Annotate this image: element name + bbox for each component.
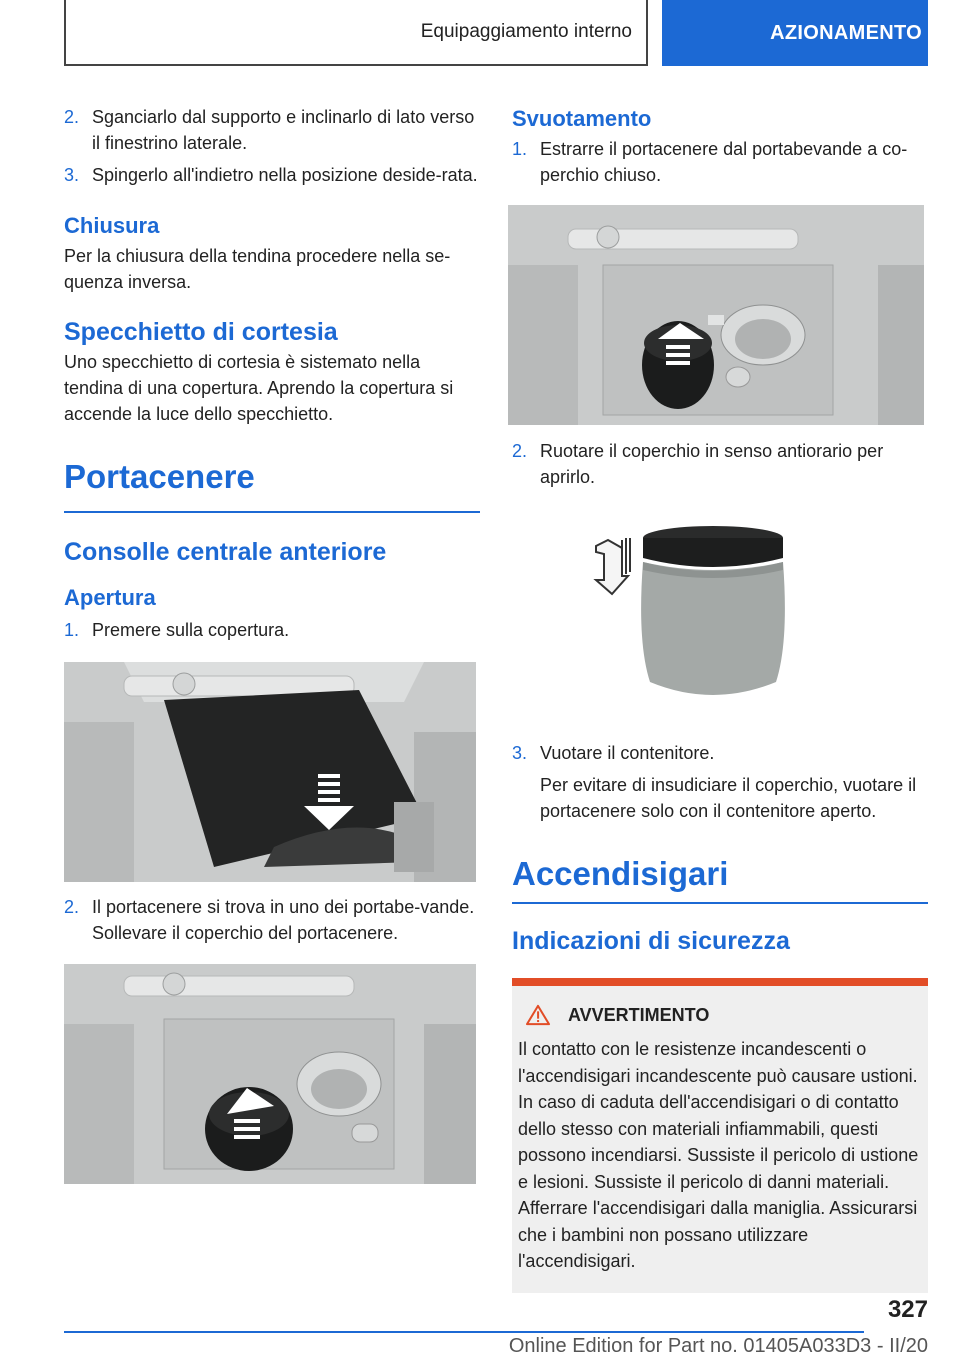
- step-text: Ruotare il coperchio in senso antiorario per aprirlo.: [540, 441, 884, 487]
- warning-text: Il contatto con le resistenze incandescenti o l'accendisigari incandescente può causare ustioni. In caso di caduta dell'accendisigari o di contatto dello stesso con materiali infiammabili, questi possono incendiarsi. Sussiste il pericolo di ustione e lesioni. Sussiste il pericolo di danni materiali. Afferrare l'accendisigari dalla maniglia. Assicurarsi che i bambini non possano utilizzare l'accendisigari.: [518, 1039, 919, 1271]
- heading-consolle: Consolle centrale anteriore: [64, 538, 387, 566]
- list-item: [512, 136, 928, 188]
- list-item: [64, 162, 480, 188]
- section-title: Equipaggiamento interno: [420, 21, 632, 42]
- list-item: [512, 438, 928, 490]
- heading-rule: [512, 902, 928, 904]
- console-illustration: [64, 662, 476, 882]
- warning-bar: [512, 978, 928, 986]
- heading-svuotamento: Svuotamento: [512, 106, 652, 131]
- warning-triangle-icon: [524, 1004, 552, 1026]
- left-column: [64, 104, 480, 1184]
- warning-title: AVVERTIMENTO: [568, 1004, 710, 1025]
- heading-sicurezza: Indicazioni di sicurezza: [512, 927, 790, 955]
- ashtray-illustration: [64, 964, 476, 1184]
- ashtray-remove-illustration: [508, 205, 924, 425]
- right-column: [512, 104, 928, 1293]
- step-text: Spingerlo all'indietro nella posizione deside-rata.: [92, 165, 478, 185]
- step-number: 3.: [64, 165, 80, 185]
- heading-accendisigari: Accendisigari: [512, 855, 729, 892]
- ashtray-cup-image: [512, 522, 928, 708]
- heading-portacenere: Portacenere: [64, 458, 255, 495]
- step3-note: Per evitare di insudiciare il coperchio, vuotare il portacenere solo con il contenitore aperto.: [540, 775, 917, 821]
- step-number: 2.: [64, 107, 80, 127]
- step-number: 1.: [512, 139, 528, 159]
- ashtray-remove-image: [508, 205, 924, 425]
- heading-specchietto: Specchietto di cortesia: [64, 318, 338, 346]
- step-number: 2.: [64, 897, 80, 917]
- step-number: 3.: [512, 743, 528, 763]
- heading-chiusura: Chiusura: [64, 213, 160, 238]
- list-item: [64, 617, 480, 643]
- heading-apertura: Apertura: [64, 585, 156, 610]
- step-text: Sganciarlo dal supporto e inclinarlo di lato verso il finestrino laterale.: [92, 107, 475, 153]
- chiusura-paragraph: Per la chiusura della tendina procedere nella se-quenza inversa.: [64, 246, 451, 292]
- list-item: [512, 740, 928, 766]
- warning-header: [512, 986, 928, 1026]
- step-number: 2.: [512, 441, 528, 461]
- ashtray-lift-image: [64, 964, 476, 1184]
- step-text: Vuotare il contenitore.: [540, 743, 715, 763]
- footer-rule: [64, 1331, 864, 1333]
- step-text: Il portacenere si trova in uno dei portabe-vande. Sollevare il coperchio del portacenere.: [92, 897, 475, 943]
- edition-footer: Online Edition for Part no. 01405A033D3 - II/20: [508, 1335, 928, 1357]
- step-number: 1.: [64, 620, 80, 640]
- step-text: Estrarre il portacenere dal portabevande a co-perchio chiuso.: [540, 139, 908, 185]
- page-header: [64, 0, 928, 66]
- page-number: 327: [887, 1296, 928, 1323]
- console-cover-image: [64, 662, 476, 882]
- list-item: [64, 894, 480, 946]
- section-header: [64, 0, 648, 66]
- heading-rule: [64, 511, 480, 513]
- list-item: [64, 104, 480, 156]
- warning-box: [512, 978, 928, 1293]
- chapter-tab: [662, 0, 928, 66]
- step-text: Premere sulla copertura.: [92, 620, 290, 640]
- specchietto-paragraph: Uno specchietto di cortesia è sistemato nella tendina di una copertura. Aprendo la copertura si accende la luce dello specchietto.: [64, 352, 454, 424]
- ashtray-cup-illustration: [512, 522, 928, 708]
- chapter-title: AZIONAMENTO: [770, 21, 922, 44]
